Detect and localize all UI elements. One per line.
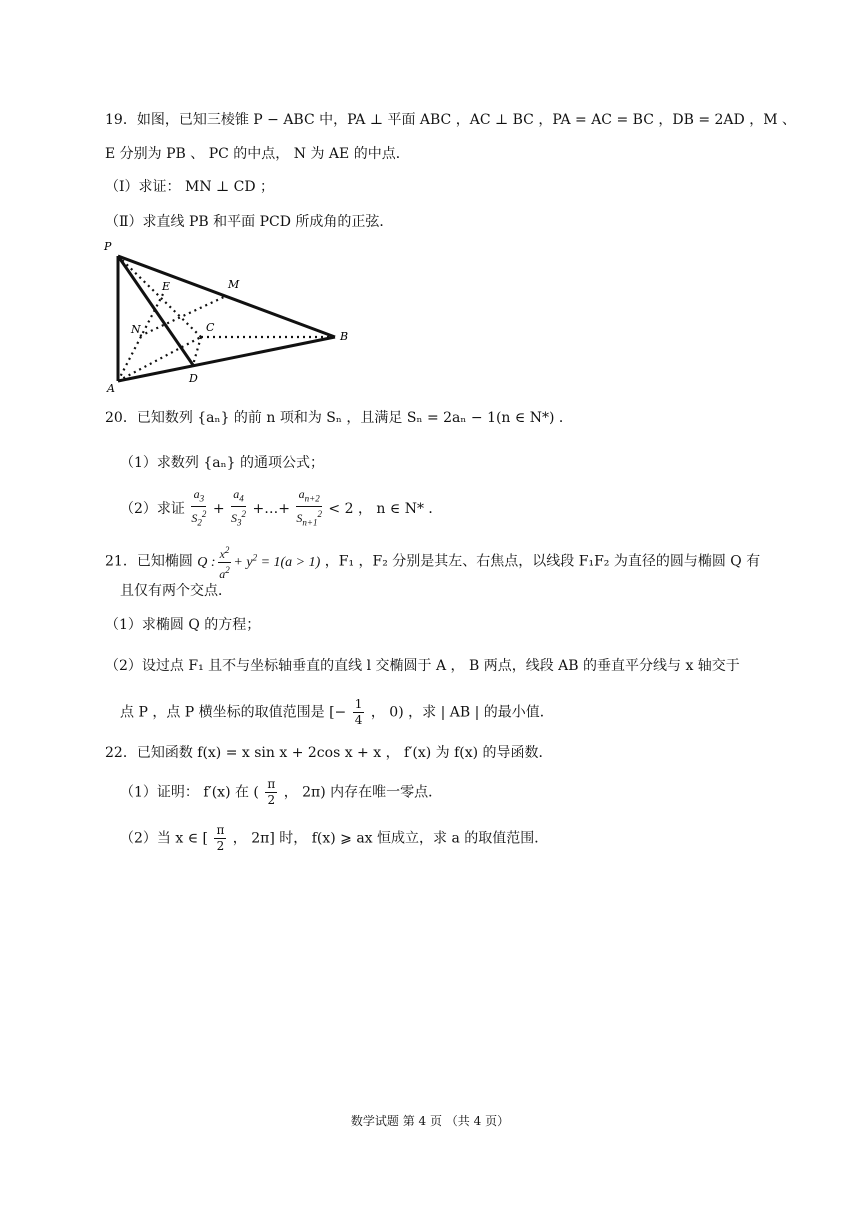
q20-part2-prefix: （2）求证	[120, 500, 185, 517]
q21-line1-prefix: 21．已知椭圆	[105, 553, 193, 570]
page-footer: 数学试题 第 4 页 （共 4 页）	[350, 1114, 510, 1128]
q19-line2: E 分别为 PB 、 PC 的中点， N 为 AE 的中点．	[105, 146, 410, 162]
q22-part1-prefix: （1）证明： f′(x) 在 (	[120, 784, 259, 801]
fraction-pi-over-2-b: $\frac{\pi}{2}$	[216, 823, 225, 853]
q19-line1: 19．如图，已知三棱锥 P − ABC 中，PA ⊥ 平面 ABC ，AC ⊥ BC ，PA = AC = BC ，DB = 2AD ，M 、	[105, 112, 796, 128]
plus-sign: +	[212, 500, 225, 517]
fraction-an2-sn1: $\frac{a_{n+2}}{S_{n+1}^2}$	[296, 487, 322, 528]
q21-line1-suffix: ，F₁ ，F₂ 分别是其左、右焦点，以线段 F₁F₂ 为直径的圆与椭圆 Q 有	[324, 553, 761, 570]
q22-line1: 22．已知函数 f(x) = x sin x + 2cos x + x ， f′(x) 为 f(x) 的导函数．	[105, 745, 553, 761]
q20-part1: （1）求数列 {aₙ} 的通项公式；	[120, 455, 325, 471]
q22-part1-suffix: ， 2π) 内存在唯一零点．	[283, 784, 443, 801]
fraction-a3-s2: $\frac{a_3}{S_2^2}$	[191, 487, 207, 528]
solid-edges	[118, 256, 335, 381]
label-M: M	[228, 278, 240, 291]
q21-part2b	[120, 697, 554, 728]
edge-PB	[118, 256, 335, 337]
q19-part1: （Ⅰ）求证： MN ⊥ CD ；	[105, 179, 275, 195]
label-D: D	[189, 372, 198, 385]
q20-line1: 20．已知数列 {aₙ} 的前 n 项和为 Sₙ ，且满足 Sₙ = 2aₙ − 1(n ∈ N*) ．	[105, 410, 573, 426]
label-A: A	[107, 382, 115, 395]
ellipsis: +…+	[252, 500, 290, 517]
pyramid-figure	[100, 238, 360, 398]
fraction-a4-s3: $\frac{a_4}{S_3^2}$	[231, 487, 247, 528]
q22-part1	[120, 777, 442, 808]
q21-line2: 且仅有两个交点．	[120, 583, 232, 599]
edge-AB	[118, 337, 335, 381]
q21-part1: （1）求椭圆 Q 的方程；	[105, 617, 261, 633]
q20-part2	[120, 487, 442, 531]
q21-part2: （2）设过点 F₁ 且不与坐标轴垂直的直线 l 交椭圆于 A ， B 两点，线段 AB 的垂直平分线与 x 轴交于	[105, 658, 740, 674]
q22-part2	[120, 823, 548, 854]
q20-part2-suffix: < 2 ， n ∈ N* ．	[328, 500, 443, 517]
label-B: B	[340, 330, 349, 343]
q21-part2b-suffix: ， 0) ，求 | AB | 的最小值．	[370, 704, 554, 721]
label-C: C	[206, 321, 215, 334]
hidden-edges	[118, 256, 335, 381]
ellipse-equation: Q : $\frac{x^2}{a^2}$ + $y^2 = 1(a > 1)$	[197, 545, 321, 581]
q22-part2-prefix: （2）当 x ∈ [	[120, 830, 208, 847]
fraction-pi-over-2: $\frac{\pi}{2}$	[267, 777, 276, 807]
q19-part2: （Ⅱ）求直线 PB 和平面 PCD 所成角的正弦．	[105, 214, 394, 230]
label-P: P	[104, 240, 112, 253]
fraction-one-quarter: $\frac{1}{4}$	[354, 697, 363, 727]
label-E: E	[162, 280, 171, 293]
q22-part2-suffix: ， 2π] 时， f(x) ⩾ ax 恒成立，求 a 的取值范围．	[232, 830, 549, 847]
q21-part2b-prefix: 点 P ，点 P 横坐标的取值范围是 [−	[120, 704, 347, 721]
q21-line1	[105, 543, 760, 582]
label-N: N	[131, 323, 141, 336]
